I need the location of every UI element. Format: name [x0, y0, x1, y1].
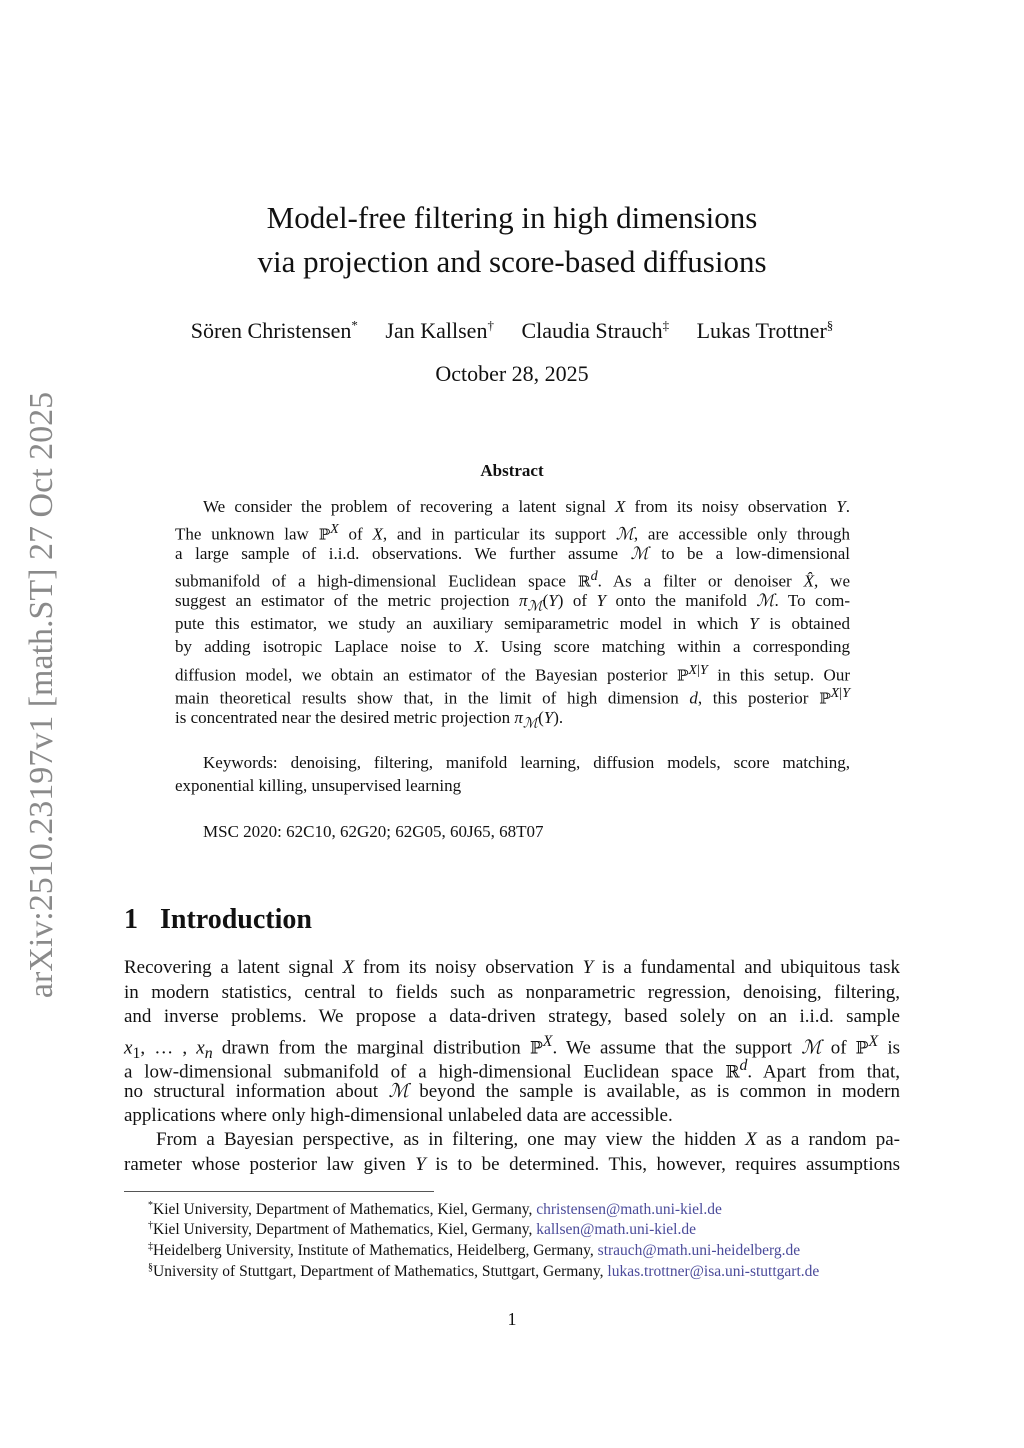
- paper-title-line-1: Model-free filtering in high dimensions: [266, 200, 758, 235]
- keywords: Keywords: denoising, filtering, manifold learning, diffusion models, score matching, exponential killing, unsupervised learning: [175, 753, 850, 796]
- author-list: [0, 312, 1024, 345]
- footnote-trottner: §University of Stuttgart, Department of Mathematics, Stuttgart, Germany, lukas.trottner@isa.uni-stuttgart.de: [148, 1262, 820, 1281]
- arxiv-identifier-stamp: arXiv:2510.23197v1 [math.ST] 27 Oct 2025: [23, 391, 60, 999]
- abstract-heading: Abstract: [480, 461, 544, 480]
- footnote-kallsen: †Kiel University, Department of Mathematics, Kiel, Germany, kallsen@math.uni-kiel.de: [148, 1220, 696, 1239]
- paper-title: [0, 196, 1024, 284]
- email-link-kallsen[interactable]: kallsen@math.uni-kiel.de: [536, 1221, 696, 1239]
- footnote-strauch: ‡Heidelberg University, Institute of Mathematics, Heidelberg, Germany, strauch@math.uni-heidelberg.de: [148, 1241, 801, 1260]
- abstract-body: We consider the problem of recovering a latent signal X from its noisy observation Y. The unknown law ℙ$^X$ of X, and in particular its support ℳ, are accessible only through a large sample of i.i.d. observations. We further assume ℳ to be a low-dimensional submanifold of a high-dimensional Euclidean space ℝ$^d$. As a filter or denoiser X̂, we suggest an estimator of the metric projection $\pi_ℳ(Y)$ of Y onto the manifold ℳ. To com- pute this estimator, we study an auxiliary semiparametric model in which Y is obtained by adding isotropic Laplace noise to X. Using score matching within a corresponding diffusion model, we obtain an estimator of the Bayesian posterior ℙ$^{X|Y}$ in this setup. Our main theoretical results show that, in the limit of high dimension d, this posterior ℙ$^{X|Y}$ is concentrated near the desired metric projection $\pi_ℳ(Y)$.: [175, 497, 851, 731]
- author-trottner: Lukas Trottner§: [696, 318, 834, 344]
- page-number: 1: [507, 1309, 517, 1329]
- section-heading-introduction: 1 Introduction: [124, 904, 312, 935]
- publication-date: October 28, 2025: [435, 361, 589, 386]
- introduction-paragraph-1: Recovering a latent signal X from its noisy observation Y is a fundamental and ubiquitous task in modern statistics, central to fields such as nonparametric regression, denoising, filtering, and inverse problems. We propose a data-driven strategy, based solely on an i.i.d. sample $x_1$, … , $x_n$ drawn from the marginal distribution ℙ$^X$. We assume that the support ℳ of ℙ$^X$ is a low-dimensional submanifold of a high-dimensional Euclidean space ℝ$^d$. Apart from that, no structural information about ℳ beyond the sample is available, as is common in modern applications where only high-dimensional unlabeled data are accessible.: [124, 957, 901, 1126]
- author-christensen: Sören Christensen*: [190, 318, 358, 344]
- footnote-rule: [124, 1191, 434, 1192]
- email-link-trottner[interactable]: lukas.trottner@isa.uni-stuttgart.de: [607, 1263, 820, 1281]
- paper-title-line-2: via projection and score-based diffusions: [257, 244, 767, 279]
- email-link-christensen[interactable]: christensen@math.uni-kiel.de: [536, 1201, 722, 1219]
- author-strauch: Claudia Strauch‡: [521, 318, 670, 344]
- email-link-strauch[interactable]: strauch@math.uni-heidelberg.de: [597, 1242, 801, 1260]
- introduction-paragraph-2: From a Bayesian perspective, as in filtering, one may view the hidden X as a random pa- rameter whose posterior law given Y is to be determined. This, however, requires assumptions: [124, 1129, 900, 1175]
- footnote-christensen: *Kiel University, Department of Mathematics, Kiel, Germany, christensen@math.uni-kiel.de: [148, 1200, 722, 1219]
- msc-classification: MSC 2020: 62C10, 62G20; 62G05, 60J65, 68T07: [203, 822, 544, 841]
- author-kallsen: Jan Kallsen†: [385, 318, 494, 344]
